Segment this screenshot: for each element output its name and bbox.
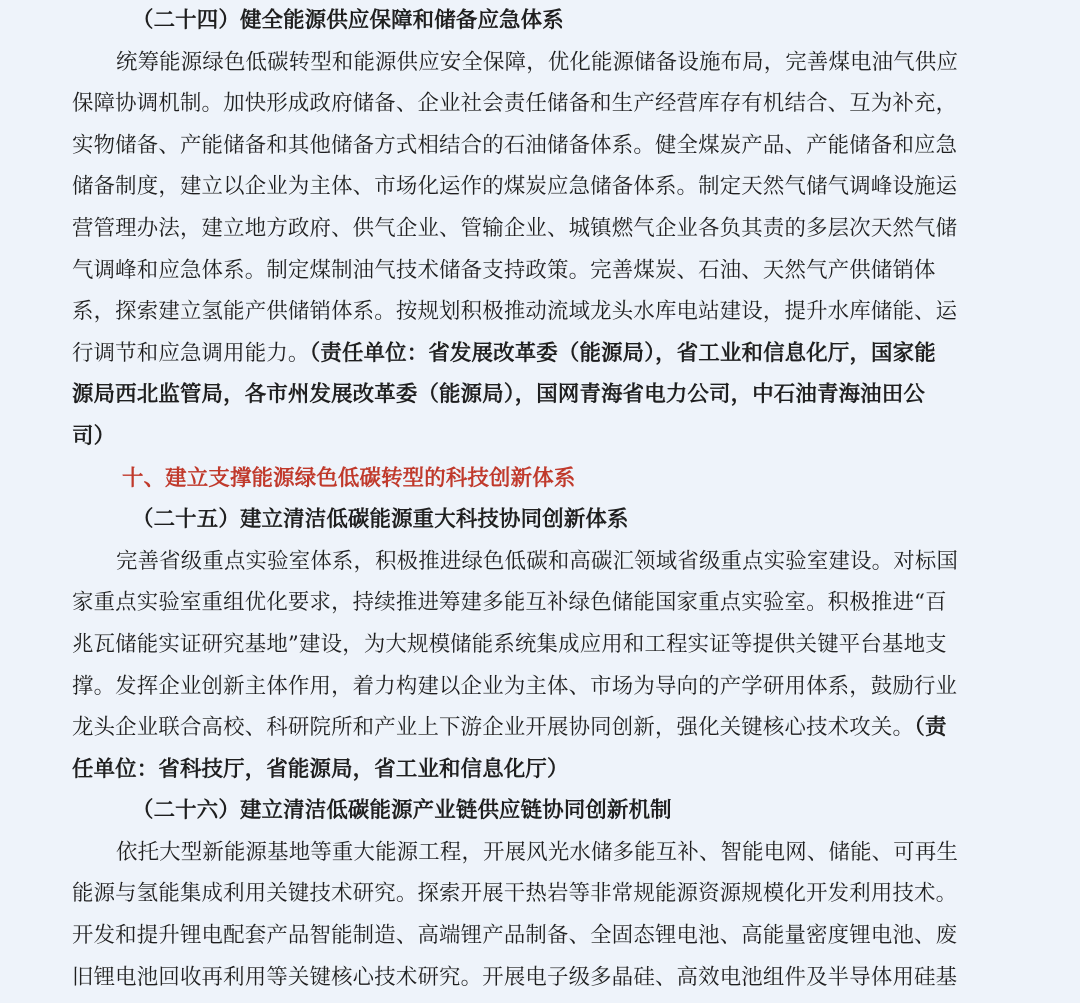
responsibility-text: （责任单位：省发展改革委（能源局），省工业和信息化厅，国家能 (309, 340, 936, 366)
responsibility-text: （责 (914, 715, 947, 741)
paragraph-line: 开发和提升锂电配套产品智能制造、高端锂产品制备、全固态锂电池、高能量密度锂电池、废 (72, 923, 958, 949)
paragraph-line: 统筹能源绿色低碳转型和能源供应安全保障，优化能源储备设施布局，完善煤电油气供应 (116, 49, 959, 75)
paragraph-line: 实物储备、产能储备和其他储备方式相结合的石油储备体系。健全煤炭产品、产能储备和应急 (72, 132, 958, 158)
paragraph-line: 系，探索建立氢能产供储销体系。按规划积极推动流域龙头水库电站建设，提升水库储能、运 (72, 299, 958, 325)
responsibility-line: 任单位：省科技厅，省能源局，省工业和信息化厅） (72, 756, 569, 782)
paragraph-line (72, 333, 1012, 375)
paragraph-line: 气调峰和应急体系。制定煤制油气技术储备支持政策。完善煤炭、石油、天然气产供储销体 (72, 257, 936, 283)
paragraph-line: 保障协调机制。加快形成政府储备、企业社会责任储备和生产经营库存有机结合、互为补充， (72, 91, 958, 117)
responsibility-line: 源局西北监管局，各市州发展改革委（能源局），国网青海省电力公司，中石油青海油田公 (72, 382, 925, 408)
paragraph-line: 家重点实验室重组优化要求，持续推进筹建多能互补绿色储能国家重点实验室。积极推进“百 (72, 590, 947, 616)
paragraph-line: 营管理办法，建立地方政府、供气企业、管输企业、城镇燃气企业各负其责的多层次天然气储 (72, 215, 958, 241)
paragraph-line: 能源与氢能集成利用关键技术研究。探索开展干热岩等非常规能源资源规模化开发利用技术。 (72, 881, 958, 907)
section-25-heading: （二十五）建立清洁低碳能源重大科技协同创新体系 (132, 507, 629, 533)
responsibility-line: 司） (72, 423, 116, 449)
section-24-heading: （二十四）健全能源供应保障和储备应急体系 (132, 8, 564, 33)
paragraph-line: 依托大型新能源基地等重大能源工程，开展风光水储多能互补、智能电网、储能、可再生 (116, 839, 959, 865)
paragraph-line: 完善省级重点实验室体系，积极推进绿色低碳和高碳汇领域省级重点实验室建设。对标国 (116, 548, 959, 574)
chapter-title: 十、建立支撑能源绿色低碳转型的科技创新体系 (122, 465, 576, 491)
section-26-heading: （二十六）建立清洁低碳能源产业链供应链协同创新机制 (132, 798, 672, 824)
paragraph-text: 龙头企业联合高校、科研院所和产业上下游企业开展协同创新，强化关键核心技术攻关。 (72, 715, 915, 741)
paragraph-line: 兆瓦储能实证研究基地”建设，为大规模储能系统集成应用和工程实证等提供关键平台基地支 (72, 631, 947, 657)
paragraph-line (72, 707, 1012, 749)
paragraph-text: 行调节和应急调用能力。 (72, 340, 310, 366)
paragraph-line: 旧锂电池回收再利用等关键核心技术研究。开展电子级多晶硅、高效电池组件及半导体用硅基 (72, 964, 958, 990)
paragraph-line: 撑。发挥企业创新主体作用，着力构建以企业为主体、市场为导向的产学研用体系，鼓励行业 (72, 673, 958, 699)
paragraph-line: 储备制度，建立以企业为主体、市场化运作的煤炭应急储备体系。制定天然气储气调峰设施运 (72, 174, 958, 200)
